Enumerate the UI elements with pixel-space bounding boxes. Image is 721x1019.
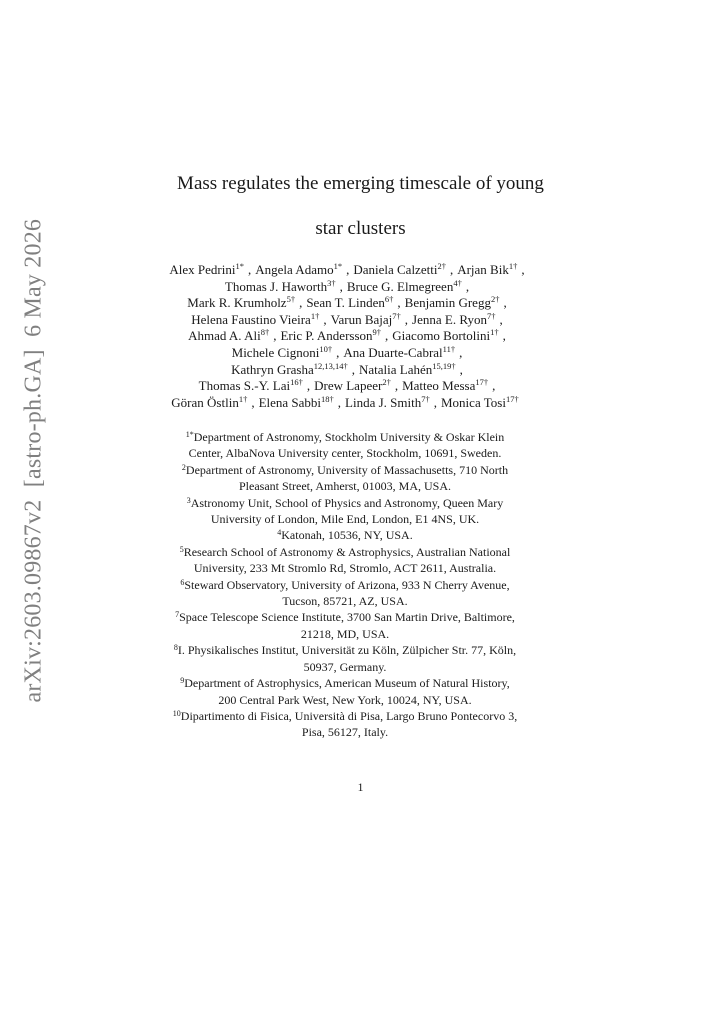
author-affiliation-marker: 3† — [327, 277, 336, 288]
affiliation-text: Department of Astrophysics, American Museum of Natural History, — [184, 676, 510, 691]
author-name — [306, 295, 393, 310]
author-affiliation-marker: 1† — [490, 327, 499, 338]
author-name — [405, 295, 500, 310]
paper-title-line-1: Mass regulates the emerging timescale of young — [177, 173, 544, 194]
affiliation-text: Tucson, 85721, AZ, USA. — [282, 594, 408, 609]
author-name — [343, 345, 455, 360]
author-name — [255, 262, 342, 277]
affiliation-text: Center, AlbaNova University center, Stockholm, 10691, Sweden. — [188, 446, 502, 461]
author-affiliation-marker: 4† — [453, 277, 462, 288]
affiliation-line — [100, 692, 590, 708]
author-name — [231, 362, 348, 377]
affiliation-text: Department of Astronomy, University of Massachusetts, 710 North — [185, 462, 509, 477]
author-affiliation-marker: 7† — [421, 393, 430, 404]
author-name — [225, 279, 336, 294]
affiliation-marker: 4 — [277, 528, 282, 538]
author-name-text: Alex Pedrini — [169, 262, 236, 277]
author-name-text: Helena Faustino Vieira — [191, 311, 311, 327]
author-name — [359, 362, 456, 377]
author-affiliation-marker: 5† — [286, 294, 296, 305]
affiliation-line — [100, 527, 590, 543]
author-name — [412, 312, 495, 327]
author-affiliation-marker: 18† — [321, 393, 334, 404]
author-name — [187, 295, 295, 310]
author-name — [199, 378, 303, 393]
affiliation-marker: 10 — [172, 708, 181, 718]
author-affiliation-marker: 8† — [260, 327, 270, 338]
affiliation-text: Katonah, 10536, NY, USA. — [281, 528, 413, 543]
affiliation-marker: 1* — [185, 430, 194, 439]
author-name-text: Benjamin Gregg — [404, 295, 491, 311]
affiliation-marker: 9 — [180, 676, 185, 686]
author-line: Thomas J. Haworth$^{3\dagger}$ , Bruce G. Elmegreen$^{4\dagger}$ , — [224, 277, 470, 294]
author-affiliation-marker: 15,19† — [432, 360, 456, 371]
author-name-text: Mark R. Krumholz — [187, 295, 287, 311]
affiliation-text: Steward Observatory, University of Arizona, 933 N Cherry Avenue, — [184, 577, 510, 592]
affiliation-text: 50937, Germany. — [303, 659, 387, 674]
page-number: 1 — [357, 780, 364, 794]
author-name-text: Ana Duarte-Cabral — [343, 344, 443, 360]
author-name — [331, 312, 401, 327]
affiliation-line — [100, 675, 590, 691]
author-name — [191, 312, 319, 327]
author-name — [169, 262, 244, 277]
author-line: Göran Östlin$^{1\dagger}$ , Elena Sabbi$^{18\dagger}$ , Linda J. Smith$^{7\dagger}$ , Monica Tosi$^{17\dagger}$ — [171, 393, 519, 410]
author-line: Mark R. Krumholz$^{5\dagger}$ , Sean T. Linden$^{6\dagger}$ , Benjamin Gregg$^{2\dagger}$ , — [187, 294, 507, 311]
author-name — [188, 328, 269, 343]
affiliation-line — [100, 495, 590, 511]
affiliation-line — [100, 659, 590, 675]
author-affiliation-marker: 1* — [333, 261, 343, 271]
author-name — [457, 262, 517, 277]
author-name — [171, 395, 247, 410]
affiliation-marker: 8 — [173, 643, 178, 653]
author-name-text: Ahmad A. Ali — [188, 328, 261, 344]
author-name-text: Göran Östlin — [171, 394, 239, 410]
affiliation-line — [100, 626, 590, 642]
author-affiliation-marker: 11† — [442, 343, 456, 354]
affiliation-line — [100, 511, 590, 527]
author-name-text: Daniela Calzetti — [353, 262, 438, 277]
arxiv-identifier-stamp: arXiv:2603.09867v2 [astro-ph.GA] 6 May 2026 — [20, 218, 47, 703]
affiliation-text: I. Physikalisches Institut, Universität zu Köln, Zülpicher Str. 77, Köln, — [177, 643, 517, 658]
author-name-text: Linda J. Smith — [345, 394, 422, 410]
author-name-text: Giacomo Bortolini — [392, 328, 491, 344]
author-name — [392, 328, 498, 343]
affiliation-marker: 7 — [175, 610, 180, 620]
author-name-text: Thomas J. Haworth — [224, 278, 328, 294]
author-affiliation-marker: 1* — [235, 261, 244, 271]
author-name — [347, 279, 462, 294]
author-name-text: Thomas S.-Y. Lai — [198, 378, 291, 394]
affiliation-text: University, 233 Mt Stromlo Rd, Stromlo, ACT 2611, Australia. — [193, 561, 497, 576]
author-name-text: Drew Lapeer — [314, 378, 383, 394]
author-affiliation-marker: 2† — [382, 377, 391, 388]
author-affiliation-marker: 2† — [437, 261, 446, 271]
affiliation-text: University of London, Mile End, London, E1 4NS, UK. — [210, 512, 480, 527]
author-affiliation-marker: 7† — [487, 310, 496, 321]
author-line: Helena Faustino Vieira$^{1\dagger}$ , Varun Bajaj$^{7\dagger}$ , Jenna E. Ryon$^{7\dagger}$ , — [191, 310, 503, 327]
affiliation-marker: 5 — [179, 544, 184, 554]
affiliation-text: 21218, MD, USA. — [300, 626, 390, 641]
affiliation-text: 200 Central Park West, New York, 10024, NY, USA. — [218, 692, 472, 707]
author-name-text: Eric P. Andersson — [280, 328, 373, 344]
author-name — [314, 378, 391, 393]
author-affiliation-marker: 6† — [384, 294, 394, 305]
author-line: Michele Cignoni$^{10\dagger}$ , Ana Duarte-Cabral$^{11\dagger}$ , — [231, 343, 463, 360]
affiliation-line — [100, 544, 590, 560]
affiliation-line — [100, 609, 590, 625]
author-line: Ahmad A. Ali$^{8\dagger}$ , Eric P. Andersson$^{9\dagger}$ , Giacomo Bortolini$^{1\dagger}$ , — [188, 327, 506, 344]
author-affiliation-marker: 10† — [319, 343, 333, 354]
author-name-text: Matteo Messa — [402, 378, 476, 394]
affiliation-text: Dipartimento di Fisica, Università di Pisa, Largo Bruno Pontecorvo 3, — [180, 708, 518, 723]
author-name — [280, 328, 381, 343]
affiliation-line — [100, 577, 590, 593]
affiliation-text: Pleasant Street, Amherst, 01003, MA, USA. — [239, 479, 451, 494]
affiliation-text: Pisa, 56127, Italy. — [301, 725, 389, 740]
author-name-text: Michele Cignoni — [231, 344, 320, 360]
affiliation-text: Department of Astronomy, Stockholm University & Oskar Klein — [193, 430, 505, 444]
affiliation-line — [100, 560, 590, 576]
author-affiliation-marker: 17† — [505, 393, 519, 404]
author-affiliation-marker: 17† — [475, 377, 489, 388]
author-name — [259, 395, 334, 410]
paper-title-line-2: star clusters — [315, 218, 406, 239]
author-affiliation-marker: 7† — [392, 310, 401, 321]
affiliation-text: Research School of Astronomy & Astrophysics, Australian National — [183, 544, 511, 559]
affiliation-list — [100, 429, 590, 741]
affiliation-text: Space Telescope Science Institute, 3700 San Martin Drive, Baltimore, — [179, 610, 515, 625]
author-affiliation-marker: 1† — [310, 310, 320, 321]
author-line: Alex Pedrini$^{1*}$ , Angela Adamo$^{1*}$ , Daniela Calzetti$^{2\dagger}$ , Arjan Bik$^{1\dagger}$ , — [169, 261, 525, 277]
author-name-text: Monica Tosi — [441, 394, 506, 410]
affiliation-line — [100, 445, 590, 461]
author-name — [232, 345, 333, 360]
author-name — [345, 395, 430, 410]
author-name-text: Natalia Lahén — [359, 361, 433, 377]
author-name-text: Angela Adamo — [255, 262, 334, 277]
author-affiliation-marker: 2† — [490, 294, 500, 305]
author-line: Thomas S.-Y. Lai$^{16\dagger}$ , Drew Lapeer$^{2\dagger}$ , Matteo Messa$^{17\dagger}$ , — [198, 377, 496, 394]
affiliation-line — [100, 724, 590, 740]
author-name — [353, 262, 446, 277]
author-name — [441, 395, 519, 410]
affiliation-line — [100, 642, 590, 658]
author-line: Kathryn Grasha$^{12,13,14\dagger}$ , Natalia Lahén$^{15,19\dagger}$ , — [231, 360, 463, 377]
affiliation-line — [100, 429, 590, 445]
author-affiliation-marker: 16† — [290, 377, 303, 388]
author-name — [402, 378, 488, 393]
author-affiliation-marker: 1† — [508, 261, 518, 271]
author-name-text: Varun Bajaj — [330, 311, 393, 327]
affiliation-marker: 6 — [180, 577, 185, 587]
author-affiliation-marker: 12,13,14† — [313, 360, 348, 371]
affiliation-line — [100, 462, 590, 478]
affiliation-line — [100, 478, 590, 494]
affiliation-marker: 3 — [186, 495, 191, 505]
author-name-text: Jenna E. Ryon — [412, 311, 487, 327]
author-name-text: Arjan Bik — [457, 262, 509, 277]
affiliation-marker: 2 — [181, 462, 186, 472]
affiliation-text: Astronomy Unit, School of Physics and Astronomy, Queen Mary — [190, 495, 504, 510]
author-affiliation-marker: 1† — [238, 393, 248, 404]
author-name-text: Kathryn Grasha — [231, 361, 314, 377]
author-name-text: Sean T. Linden — [306, 295, 385, 311]
author-list — [100, 262, 590, 411]
author-name-text: Bruce G. Elmegreen — [346, 278, 454, 294]
author-affiliation-marker: 9† — [372, 327, 382, 338]
affiliation-line — [100, 593, 590, 609]
affiliation-line — [100, 708, 590, 724]
author-name-text: Elena Sabbi — [258, 394, 322, 410]
